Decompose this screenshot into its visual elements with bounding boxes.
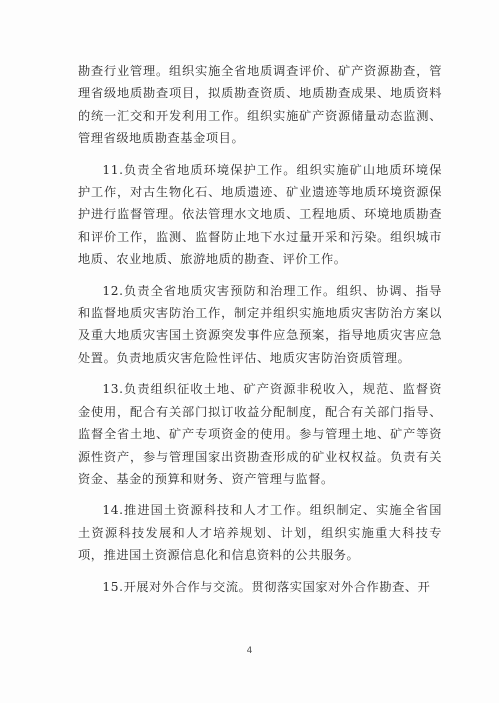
paragraph-item-15: 15.开展对外合作与交流。贯彻落实国家对外合作勘查、开 <box>102 579 431 594</box>
paragraph-item-12: 12.负责全省地质灾害预防和治理工作。组织、协调、指导和监督地质灾害防治工作，制定并组织实施地质灾害防治方案以及重大地质灾害国土资源突发事件应急预案，指导地质灾害应急处置。负责地质灾害危险性评估、地质灾害防治资质管理。 <box>78 283 442 365</box>
page-number: 4 <box>246 646 253 656</box>
paragraph-item-14: 14.推进国土资源科技和人才工作。组织制定、实施全省国土资源科技发展和人才培养规划、计划，组织实施重大科技专项，推进国土资源信息化和信息资料的公共服务。 <box>78 503 442 563</box>
paragraph-item-11: 11.负责全省地质环境保护工作。组织实施矿山地质环境保护工作，对古生物化石、地质遗迹、矿业遗迹等地质环境资源保护进行监督管理。依法管理水文地质、工程地质、环境地质勘查和评价工作，监测、监督防止地下水过量开采和污染。组织城市地质、农业地质、旅游地质的勘查、评价工作。 <box>78 162 442 267</box>
document-body <box>78 60 442 607</box>
paragraph-item-13: 13.负责组织征收土地、矿产资源非税收入，规范、监督资金使用，配合有关部门拟订收益分配制度，配合有关部门指导、监督全省土地、矿产专项资金的使用。参与管理土地、矿产等资源性资产，参与管理国家出资勘查形成的矿业权权益。负责有关资金、基金的预算和财务、资产管理与监督。 <box>78 382 442 486</box>
paragraph-continuation: 勘查行业管理。组织实施全省地质调查评价、矿产资源勘查，管理省级地质勘查项目，拟质勘查资质、地质勘查成果、地质资料的统一汇交和开发利用工作。组织实施矿产资源储量动态监测、管理省级地质勘查基金项目。 <box>78 64 442 146</box>
